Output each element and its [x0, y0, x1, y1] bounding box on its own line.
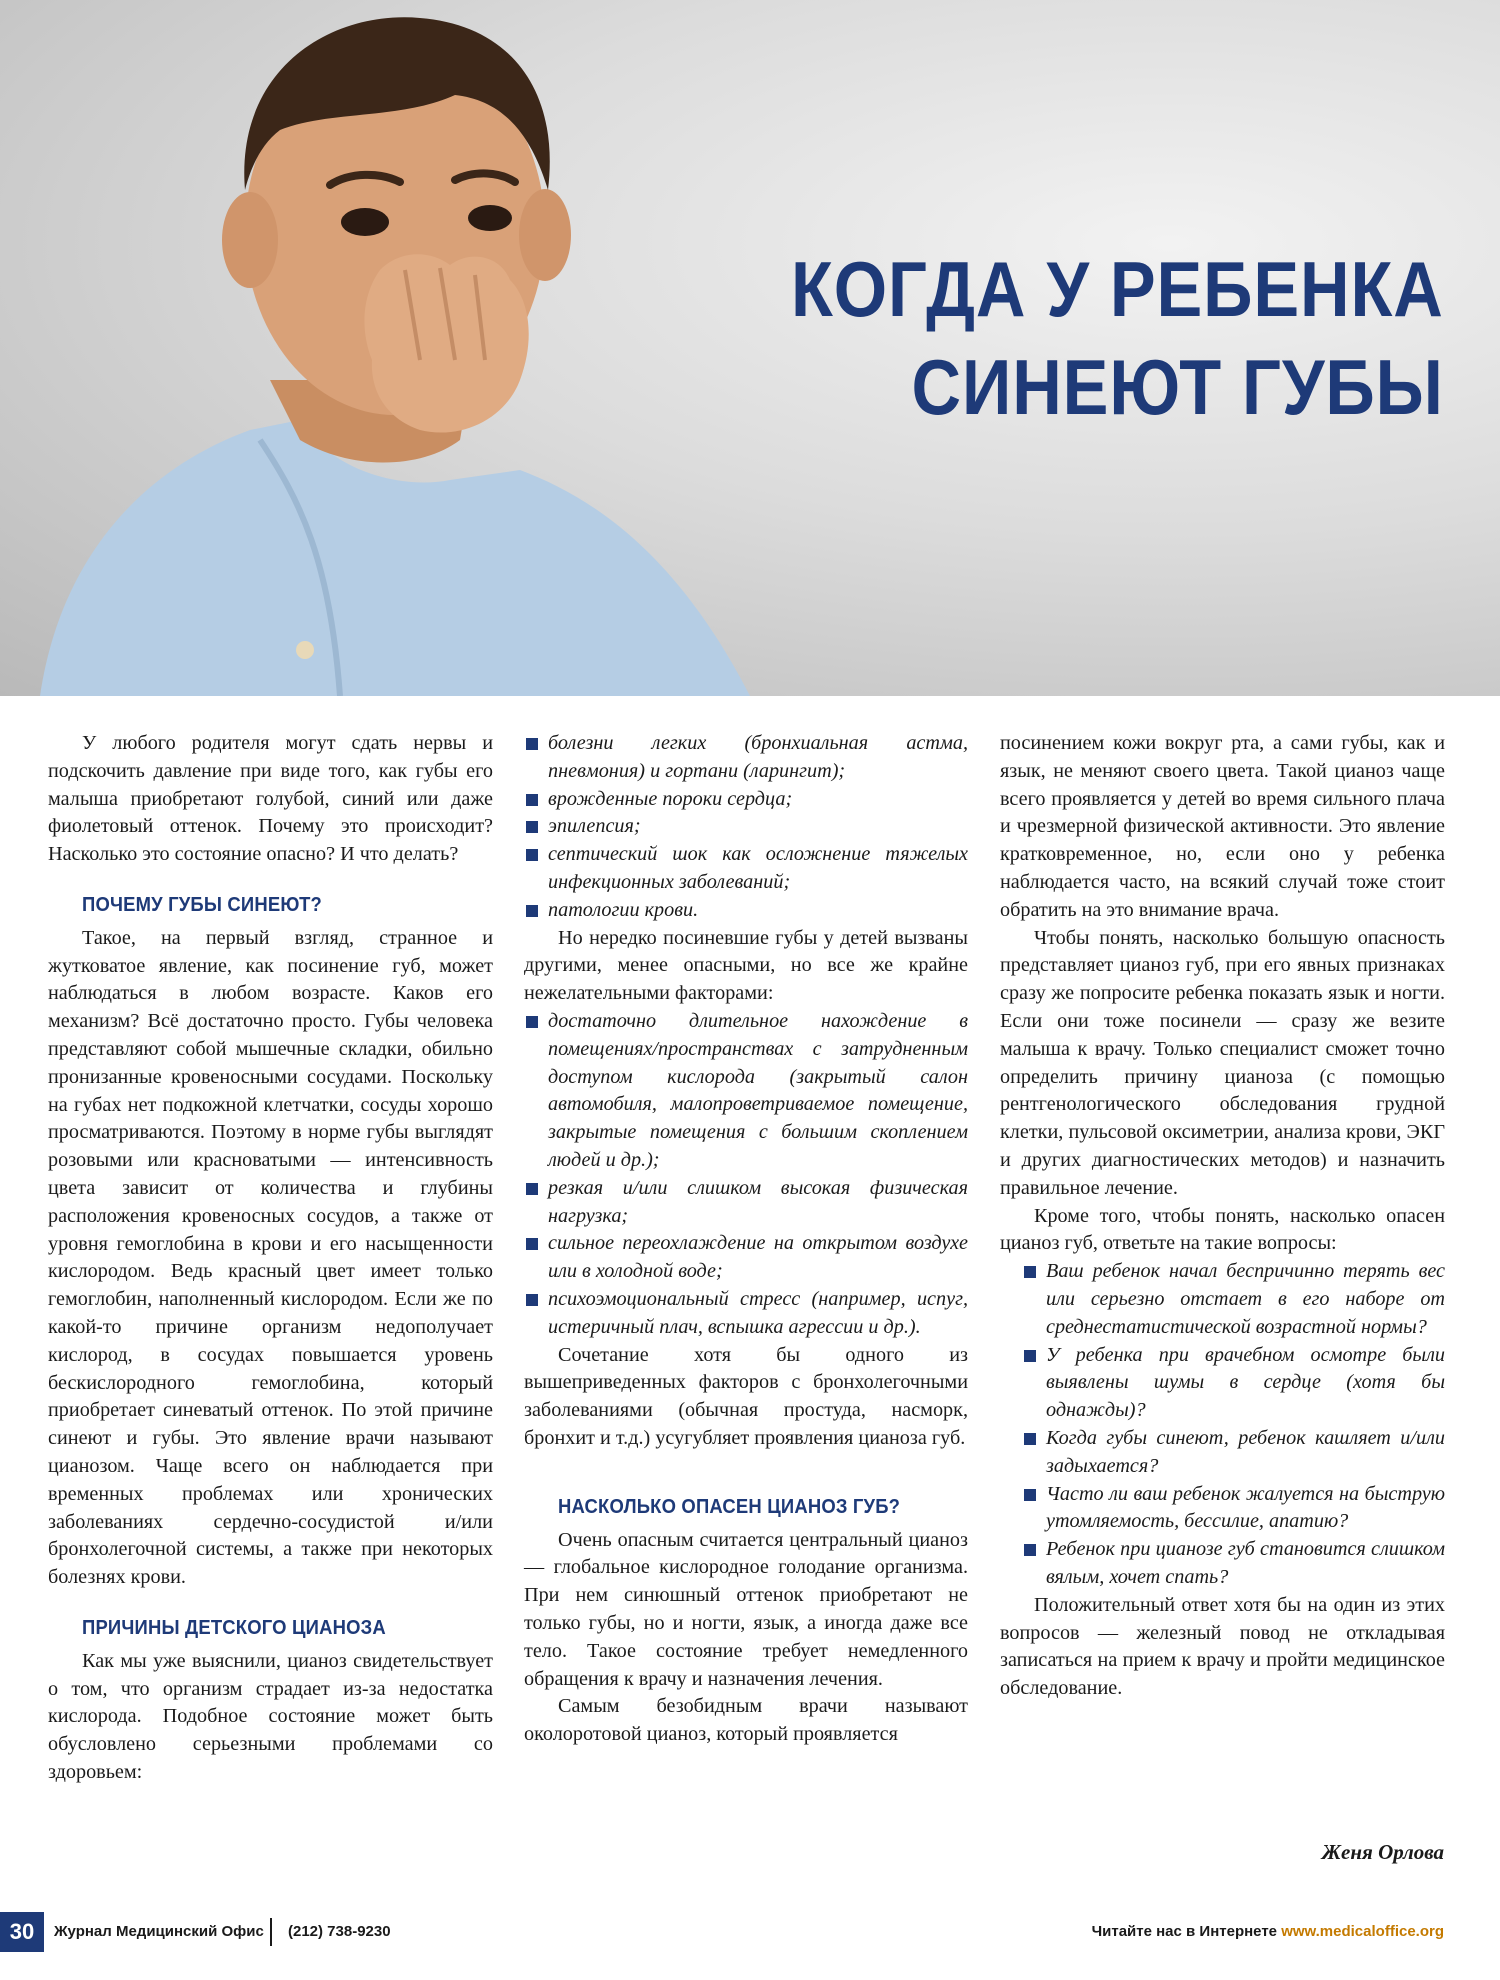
questions-list: [1000, 1258, 1445, 1592]
page-footer: [0, 1912, 1500, 1952]
list-item: септический шок как осложнение тяжелых инфекционных заболеваний;: [524, 841, 968, 897]
list-item: врожденные пороки сердца;: [524, 786, 968, 814]
list-item: сильное переохлаждение на открытом воздухе или в холодной воде;: [524, 1230, 968, 1286]
footer-divider: [270, 1918, 272, 1946]
section-heading-why: ПОЧЕМУ ГУБЫ СИНЕЮТ?: [82, 892, 322, 916]
headline-line-1: КОГДА У РЕБЕНКА: [791, 245, 1444, 333]
author-name: Женя Орлова: [1321, 1840, 1444, 1864]
list-item: Когда губы синеют, ребенок кашляет и/или задыхается?: [1022, 1425, 1445, 1481]
serious-causes-list: [524, 730, 968, 925]
article-headline: [791, 240, 1444, 436]
headline-line-2: СИНЕЮТ ГУБЫ: [911, 343, 1444, 431]
paragraph: Очень опасным считается центральный цианоз — глобальное кислородное голодание организма. При нем синюшный оттенок приобретают не только губы, но и ногти, язык, а иногда даже все тело. Такое состояние требует немедленного обращения к врачу и назначения лечения.: [524, 1528, 968, 1690]
list-item: Ребенок при цианозе губ становится слишком вялым, хочет спать?: [1022, 1536, 1445, 1592]
paragraph: посинением кожи вокруг рта, а сами губы, как и язык, не меняют своего цвета. Такой цианоз чаще всего проявляется у детей во время сильного плача и чрезмерной физической активности. Это явление кратковременное, но, если оно у ребенка наблюдается часто, на всякий случай тоже стоит обратить на это внимание врача.: [1000, 732, 1445, 921]
paragraph: Чтобы понять, насколько большую опасность представляет цианоз губ, при его явных признаках сразу же попросите ребенка показать язык и ногти. Если они тоже посинели — сразу же везите малыша к врачу. Только специалист сможет точно определить причину цианоза (с помощью рентгенологического обследования грудной клетки, пульсовой оксиметрии, анализа крови, ЭКГ и других диагностических методов) и назначить правильное лечение.: [1000, 926, 1445, 1199]
list-item: У ребенка при врачебном осмотре были выявлены шумы в сердце (хотя бы однажды)?: [1022, 1342, 1445, 1425]
section-heading-danger: НАСКОЛЬКО ОПАСЕН ЦИАНОЗ ГУБ?: [558, 1494, 901, 1518]
article-column-3: [1000, 730, 1445, 1703]
read-online-text: Читайте нас в Интернете: [1091, 1923, 1278, 1940]
website-note: [1092, 1923, 1444, 1940]
list-item: патологии крови.: [524, 897, 968, 925]
website-link[interactable]: www.medicaloffice.org: [1281, 1923, 1444, 1940]
page-number: 30: [0, 1912, 44, 1952]
paragraph: Но нередко посиневшие губы у детей вызваны другими, менее опасными, но все же крайне нежелательными факторами:: [524, 926, 968, 1005]
paragraph: Положительный ответ хотя бы на один из этих вопросов — железный повод не откладывая записаться на прием к врачу и пройти медицинское обследование.: [1000, 1593, 1445, 1700]
journal-name: Журнал Медицинский Офис: [54, 1923, 264, 1940]
list-item: резкая и/или слишком высокая физическая нагрузка;: [524, 1175, 968, 1231]
causes-paragraph: Как мы уже выяснили, цианоз свидетельствует о том, что организм страдает из-за недостатка кислорода. Подобное состояние может быть обусловлено серьезными проблемами со здоровьем:: [48, 1649, 493, 1783]
hero-photo: [0, 0, 1500, 696]
list-item: достаточно длительное нахождение в помещениях/пространствах с затрудненным доступом кислорода (закрытый салон автомобиля, малопроветриваемое помещение, закрытые помещения с большим скоплением людей и др.);: [524, 1008, 968, 1175]
list-item: Часто ли ваш ребенок жалуется на быструю утомляемость, бессилие, апатию?: [1022, 1481, 1445, 1537]
article-column-2: [524, 730, 968, 1749]
why-paragraph: Такое, на первый взгляд, странное и жутковатое явление, как посинение губ, может наблюдаться в любом возрасте. Каков его механизм? Всё достаточно просто. Губы человека представляют собой мышечные складки, обильно пронизанные кровеносными сосудами. Поскольку на губах нет подкожной клетчатки, сосуды хорошо просматриваются. Поэтому в норме губы выглядят розовыми или красноватыми — интенсивность цвета зависит от количества и глубины расположения кровеносных сосудов, а также от уровня гемоглобина в крови и его насыщенности кислородом. Ведь красный цвет имеет только гемоглобин, наполненный кислородом. Если же по какой-то причине организм недополучает кислород, в сосудах повышается уровень бескислородного гемоглобина, который приобретает синеватый оттенок. По этой причине синеют и губы. Это явление врачи называют цианозом. Чаще всего он наблюдается при временных проблемах или хронических заболеваниях сердечно-сосудистой и/или бронхолегочной системы, а также при некоторых болезнях крови.: [48, 926, 493, 1589]
section-heading-causes: ПРИЧИНЫ ДЕТСКОГО ЦИАНОЗА: [82, 1615, 386, 1639]
journal-phone: (212) 738-9230: [288, 1923, 391, 1940]
paragraph: Сочетание хотя бы одного из вышеприведенных факторов с бронхолегочными заболеваниями (обычная простуда, насморк, бронхит и т.д.) усугубляет проявления цианоза губ.: [524, 1343, 968, 1449]
list-item: болезни легких (бронхиальная астма, пневмония) и гортани (ларингит);: [524, 730, 968, 786]
list-item: эпилепсия;: [524, 813, 968, 841]
paragraph: Самым безобидным врачи называют околоротовой цианоз, который проявляется: [524, 1695, 968, 1746]
article-column-1: [48, 730, 493, 1787]
paragraph: Кроме того, чтобы понять, насколько опасен цианоз губ, ответьте на такие вопросы:: [1000, 1204, 1445, 1255]
intro-paragraph: У любого родителя могут сдать нервы и подскочить давление при виде того, как губы его малыша приобретают голубой, синий или даже фиолетовый оттенок. Почему это происходит? Насколько это состояние опасно? И что делать?: [48, 732, 493, 866]
list-item: Ваш ребенок начал беспричинно терять вес или серьезно отстает в его наборе от среднестатистической возрастной нормы?: [1022, 1258, 1445, 1341]
list-item: психоэмоциональный стресс (например, испуг, истеричный плач, вспышка агрессии и др.).: [524, 1286, 968, 1342]
minor-factors-list: [524, 1008, 968, 1342]
